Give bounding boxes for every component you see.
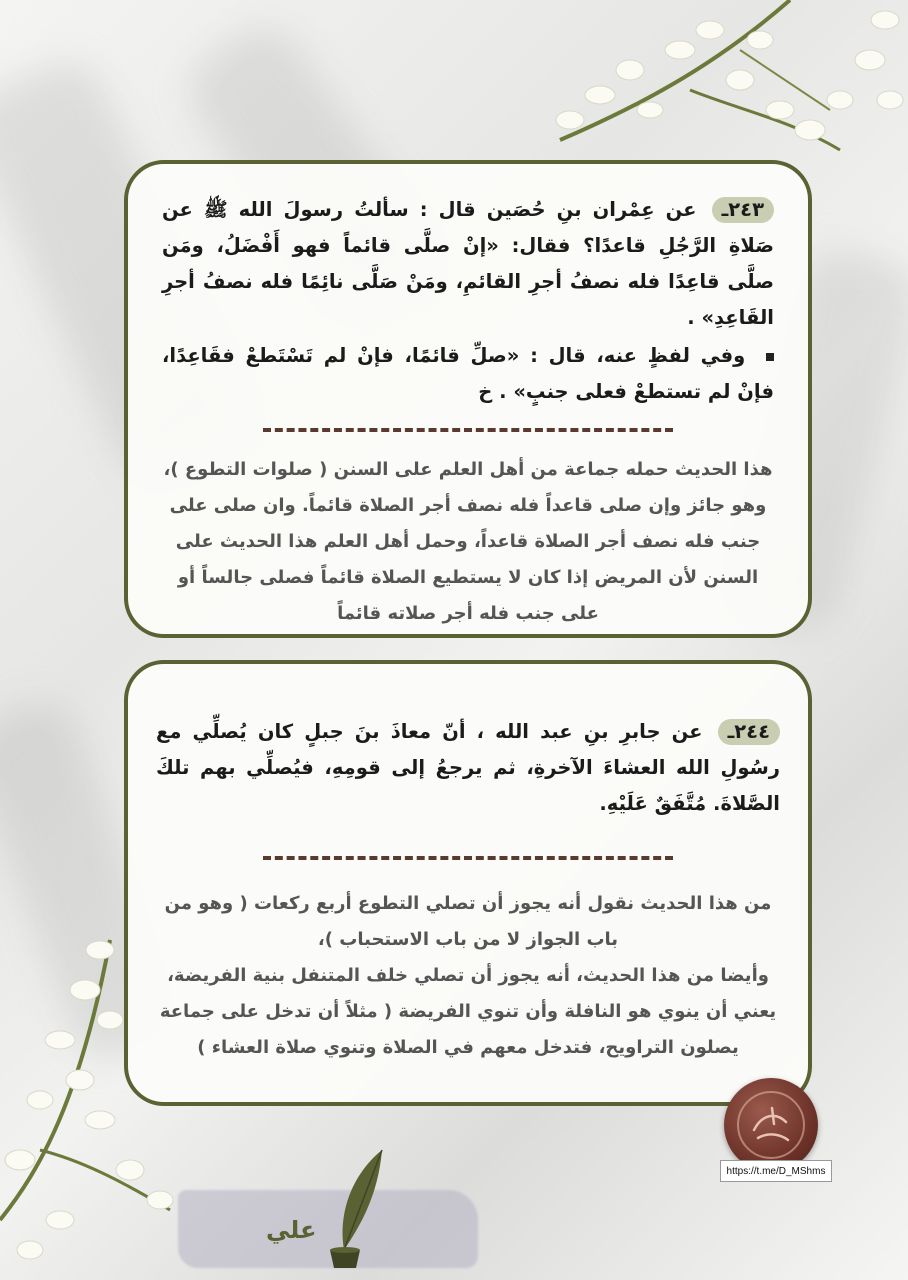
hadith-243-commentary: هذا الحديث حمله جماعة من أهل العلم على السنن ( صلوات التطوع )، وهو جائز وإن صلى قاعداً فله نصف أجر الصلاة قائماً. وان صلى على جنب فله نصف أجر الصلاة قاعداً، وحمل أهل العلم هذا الحديث على السنن لأن المريض إذا كان لا يستطيع الصلاة قائماً فصلى جالساً أو على جنب فله أجر صلاته قائماً [163, 459, 773, 624]
hadith-243-text: عن عِمْران بنِ حُصَين قال : سألتُ رسولَ الله ﷺ عن صَلاةِ الرَّجُلِ قاعدًا؟ فقال: «إنْ صلَّى قائماً فهو أَفْضَلُ، ومَن صلَّى قاعِدًا فله نصفُ أجرِ القائمِ، ومَنْ صَلَّى نائِمًا فله نصفُ أجرِ القَاعِدِ» . [162, 198, 774, 329]
hadith-244-commentary [156, 886, 780, 1066]
telegram-link[interactable]: https://t.me/D_MShms [720, 1160, 832, 1182]
hadith-244-text-block [156, 714, 780, 822]
hadith-card-244 [124, 660, 812, 1106]
wax-seal-logo [724, 1078, 818, 1172]
hadith-number-badge: ٢٤٤ـ [718, 719, 780, 745]
author-signature: علي [266, 1216, 317, 1244]
hadith-243-variant-text: وفي لفظٍ عنه، قال : «صلِّ قائمًا، فإنْ لم تَسْتَطعْ فقَاعِدًا، فإنْ لم تستطعْ فعلى جنبٍ» . خ [162, 344, 774, 403]
hadith-243-text-block [162, 192, 774, 336]
hadith-244-text: عن جابرِ بنِ عبد الله ، أنّ معاذَ بنَ جبلٍ كان يُصلِّي مع رسُولِ الله العشاءَ الآخرةِ، ثم يرجعُ إلى قومِهِ، فيُصلِّي بهم تلكَ الصَّلاةَ. مُتَّفَقٌ عَلَيْهِ. [156, 720, 780, 815]
seal-calligraphy-icon [724, 1078, 818, 1172]
hadith-number-badge: ٢٤٣ـ [712, 197, 774, 223]
separator-line [263, 856, 673, 860]
separator-line [263, 428, 673, 432]
flower-branch-top [540, 0, 908, 170]
quill-pen-icon [320, 1146, 400, 1272]
hadith-card-243 [124, 160, 812, 638]
commentary-paragraph: وأيضا من هذا الحديث، أنه يجوز أن تصلي خلف المتنفل بنية الفريضة، يعني أن ينوي هو النافلة وأن تنوي الفريضة ( مثلاً أن تدخل على جماعة يصلون التراويح، فتدخل معهم في الصلاة وتنوي صلاة العشاء ) [159, 965, 777, 1058]
commentary-paragraph: من هذا الحديث نقول أنه يجوز أن تصلي التطوع أربع ركعات ( وهو من باب الجواز لا من باب الاستحباب )، [164, 893, 772, 950]
hadith-243-variant [162, 338, 774, 410]
bullet-icon [766, 353, 774, 361]
